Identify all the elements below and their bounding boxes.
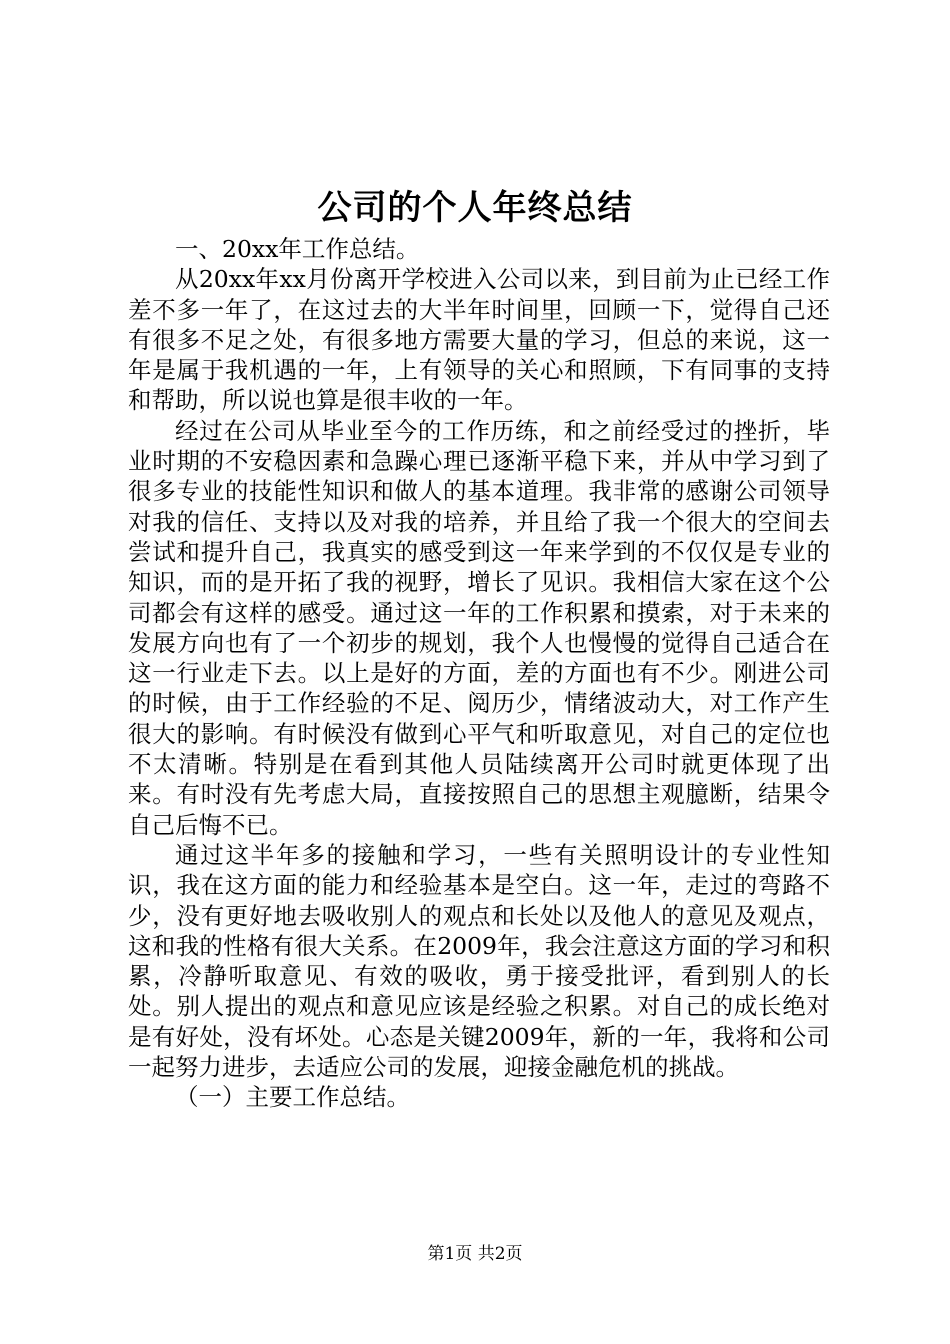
subsection-heading-main-work: （一）主要工作总结。: [175, 1083, 410, 1112]
document-title: 公司的个人年终总结: [317, 188, 633, 228]
paragraph-intro: 从20xx年xx月份离开学校进入公司以来，到目前为止已经工作差不多一年了，在这过去的大半年时间里，回顾一下，觉得自己还有很多不足之处，有很多地方需要大量的学习，但总的来说，这一年是属于我机遇的一年，上有领导的关心和照顾，下有同事的支持和帮助，所以说也算是很丰收的一年。: [128, 265, 830, 415]
document-body: [128, 234, 830, 1113]
paragraph-learning: 通过这半年多的接触和学习，一些有关照明设计的专业性知识，我在这方面的能力和经验基本是空白。这一年，走过的弯路不少，没有更好地去吸收别人的观点和长处以及他人的意见及观点，这和我的性格有很大关系。在2009年，我会注意这方面的学习和积累，冷静听取意见、有效的吸收，勇于接受批评，看到别人的长处。别人提出的观点和意见应该是经验之积累。对自己的成长绝对是有好处，没有坏处。心态是关键2009年，新的一年，我将和公司一起努力进步，去适应公司的发展，迎接金融危机的挑战。: [128, 840, 830, 1082]
paragraph-experience: 经过在公司从毕业至今的工作历练，和之前经受过的挫折，毕业时期的不安稳因素和急躁心理已逐渐平稳下来，并从中学习到了很多专业的技能性知识和做人的基本道理。我非常的感谢公司领导对我的信任、支持以及对我的培养，并且给了我一个很大的空间去尝试和提升自己，我真实的感受到这一年来学到的不仅仅是专业的知识，而的是开拓了我的视野，增长了见识。我相信大家在这个公司都会有这样的感受。通过这一年的工作积累和摸索，对于未来的发展方向也有了一个初步的规划，我个人也慢慢的觉得自己适合在这一行业走下去。以上是好的方面，差的方面也有不少。刚进公司的时候，由于工作经验的不足、阅历少，情绪波动大，对工作产生很大的影响。有时候没有做到心平气和听取意见，对自己的定位也不太清晰。特别是在看到其他人员陆续离开公司时就更体现了出来。有时没有先考虑大局，直接按照自己的思想主观臆断，结果令自己后悔不已。: [128, 416, 830, 839]
section-heading-work-summary: 一、20xx年工作总结。: [175, 235, 420, 263]
page-number-footer: 第1页 共2页: [427, 1244, 523, 1264]
